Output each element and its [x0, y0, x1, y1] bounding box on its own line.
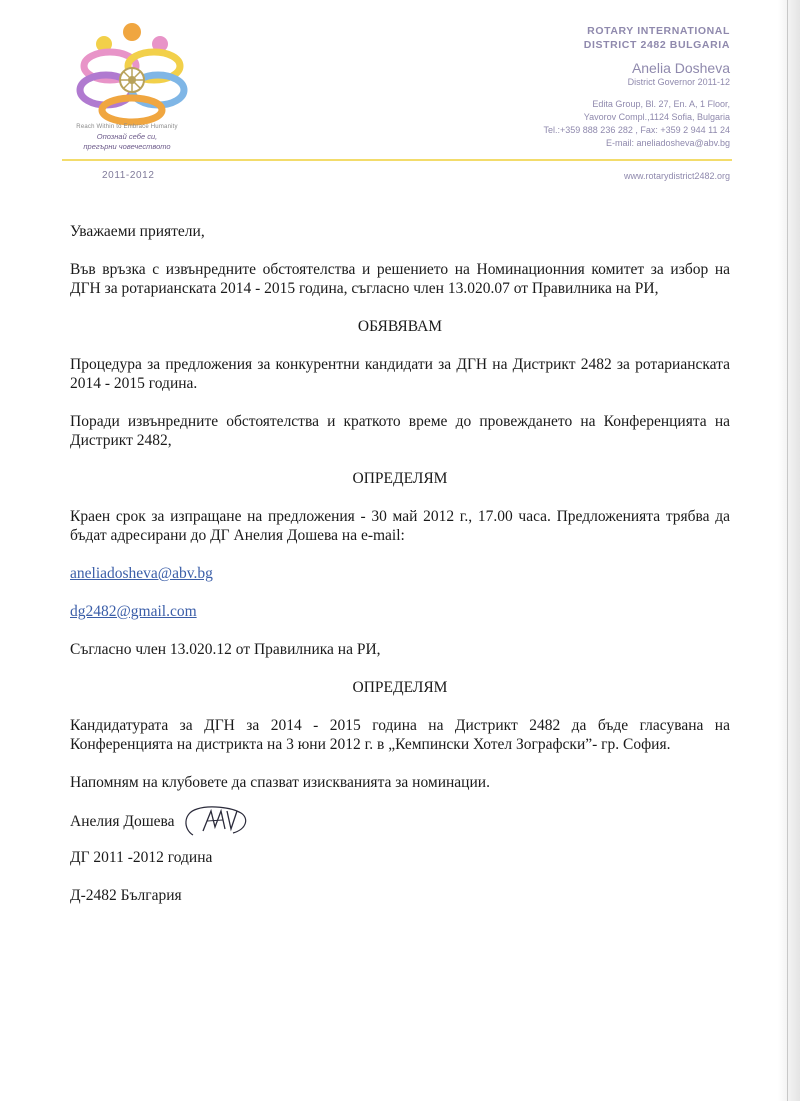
- heading-determine-2: ОПРЕДЕЛЯМ: [352, 679, 448, 696]
- paragraph-context: Във връзка с извънредните обстоятелства и решението на Номинационния комитет за избор на ДГН за ротарианската 2014 - 2015 година, съгласно член 13.020.07 от Правилника на РИ,: [70, 261, 730, 297]
- paragraph-procedure: Процедура за предложения за конкурентни кандидати за ДГН на Дистрикт 2482 за ротарианската 2014 - 2015 година.: [70, 356, 730, 392]
- paragraph-deadline: Краен срок за изпращане на предложения - 30 май 2012 г., 17.00 часа. Предложенията трябва да бъдат адресирани до ДГ Анелия Дошева на e-mail:: [70, 508, 730, 544]
- signature-row: [70, 803, 730, 839]
- paragraph-bylaws: Съгласно член 13.020.12 от Правилника на РИ,: [70, 641, 381, 658]
- heading-announce: ОБЯВЯВАМ: [357, 318, 443, 335]
- org-name-line2: DISTRICT 2482 BULGARIA: [583, 39, 730, 51]
- handwritten-signature-icon: [181, 803, 255, 839]
- paragraph-reminder: Напомням на клубовете да спазват изискванията за номинации.: [70, 774, 490, 791]
- email-link-secondary[interactable]: dg2482@gmail.com: [70, 603, 197, 620]
- scan-edge-shade: [778, 0, 800, 1101]
- district-logo-icon: [62, 18, 202, 128]
- governor-name: Anelia Dosheva: [631, 60, 730, 76]
- heading-determine-1: ОПРЕДЕЛЯМ: [352, 470, 448, 487]
- address-line1: Edita Group, Bl. 27, En. A, 1 Floor,: [592, 99, 730, 109]
- signer-title: ДГ 2011 -2012 година: [70, 849, 213, 866]
- paragraph-candidacy: Кандидатурата за ДГН за 2014 - 2015 година на Дистрикт 2482 да бъде гласувана на Конференцията на дистрикта на 3 юни 2012 г. в „Кемпински Хотел Зографски”- гр. София.: [70, 717, 730, 753]
- letter-body: [70, 222, 730, 924]
- letterhead-contact-block: [544, 24, 730, 150]
- salutation: Уважаеми приятели,: [70, 223, 205, 240]
- logo-tagline-bg-line2: прегърни човечеството: [83, 142, 171, 151]
- governor-title: District Governor 2011-12: [627, 77, 730, 87]
- signer-name: Анелия Дошева: [70, 812, 175, 830]
- logo-tagline-bg-line1: Опознай себе си,: [96, 132, 158, 141]
- rotary-year: 2011-2012: [102, 170, 155, 181]
- contact-email-line: E-mail: aneliadosheva@abv.bg: [605, 138, 730, 148]
- logo-tagline-bg: [56, 132, 198, 152]
- signer-location: Д-2482 България: [70, 887, 182, 904]
- email-link-primary[interactable]: aneliadosheva@abv.bg: [70, 565, 213, 582]
- logo-tagline-en: Reach Within to Embrace Humanity: [76, 124, 178, 130]
- address-line2: Yavorov Compl.,1124 Sofia, Bulgaria: [583, 112, 730, 122]
- phone-fax-line: Tel.:+359 888 236 282 , Fax: +359 2 944 11 24: [543, 125, 730, 135]
- website-url[interactable]: www.rotarydistrict2482.org: [623, 171, 730, 181]
- paragraph-circumstances: Поради извънредните обстоятелства и краткото време до провеждането на Конференцията на Дистрикт 2482,: [70, 413, 730, 449]
- org-name-line1: ROTARY INTERNATIONAL: [587, 25, 730, 37]
- scan-edge-line: [787, 0, 788, 1101]
- letterhead-divider: [62, 159, 732, 161]
- address-block: [544, 98, 730, 150]
